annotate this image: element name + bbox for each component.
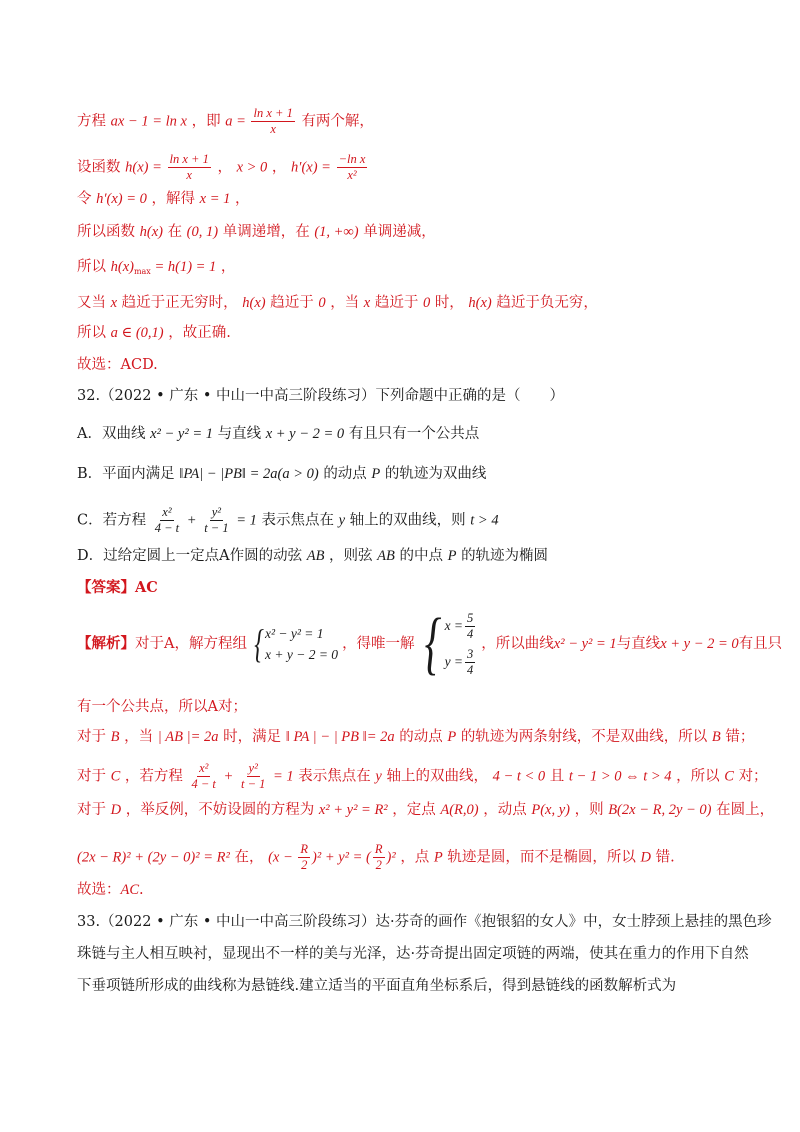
q32-explanation-a-cont: 有一个公共点，所以A对； (77, 699, 247, 715)
fraction: $\frac{\text{y²}}{t - 1}$ (204, 505, 229, 535)
solution-system: { x = $\frac{5}{4}$ y = $\frac{3}{4}$ (424, 605, 474, 682)
sol31-line-4: 所以函数 h(x) 在 (0, 1) 单调递增，在 (1, +∞) 单调递减， (77, 224, 436, 240)
left-brace: { (424, 605, 441, 682)
q32-option-b: B．平面内满足 ‖PA| − |PB‖ = 2a(a > 0) 的动点 P 的轨迹为双曲线 (77, 466, 487, 482)
q32-stem: 32.（2022 • 广东 • 中山一中高三阶段练习）下列命题中正确的是（ ） (77, 388, 565, 404)
q32-answer: 【答案】AC (77, 579, 158, 596)
q32-explanation-a: 【解析】 对于A，解方程组 { x² − y² = 1 x + y − 2 = 0 ，得唯一解 { x = $\frac{5}{4}$ y = $\frac{3}{4}$ ，所以曲线 x² − y² = 1 与直线 x + y − 2 = 0 有且只 (77, 605, 783, 682)
q32-option-c: C．若方程 $\frac{\text{x²}}{4 - t}$ + $\frac{\text{y²}}{t - 1}$ = 1 表示焦点在 y 轴上的双曲线，则 t > 4 (77, 505, 499, 535)
fraction: $\frac{R}{2}$ (300, 842, 309, 872)
fraction: $\frac{\text{x²}}{4 - t}$ (154, 505, 180, 535)
sol31-line-6: 又当 x 趋近于正无穷时， h(x) 趋近于 0 ，当 x 趋近于 0 时， h(x) 趋近于负无穷， (77, 295, 598, 311)
fraction: $\frac{\text{x²}}{4 - t}$ (191, 761, 216, 791)
left-brace: { (254, 621, 264, 666)
q32-final-answer: 故选：AC. (77, 882, 144, 898)
q32-option-a: A．双曲线 x² − y² = 1 与直线 x + y − 2 = 0 有且只有一个公共点 (77, 426, 480, 442)
fraction: $\frac{\text{ln x + 1}}{x}$ (169, 152, 209, 182)
sol31-line-2: 设函数 h(x) = $\frac{\text{ln x + 1}}{x}$ ， x > 0 ， h′(x) = $\frac{\text{−ln x}}{\text{x²}}$ (77, 152, 366, 182)
q32-explanation-b: 对于 B ，当 | AB |= 2a 时，满足 ‖ PA | − | PB ‖= 2a 的动点 P 的轨迹为两条射线，不是双曲线，所以 B 错； (77, 729, 755, 745)
q32-explanation-d: 对于 D ，举反例，不妨设圆的方程为 x² + y² = R² ，定点 A(R,0) ，动点 P(x, y) ，则 B(2x − R, 2y − 0) 在圆上， (77, 802, 775, 818)
equation-system: { x² − y² = 1 x + y − 2 = 0 (254, 621, 339, 666)
fraction: $\frac{\text{y²}}{t - 1}$ (240, 761, 266, 791)
q32-option-d: D．过给定圆上一定点A作圆的动弦 AB ，则弦 AB 的中点 P 的轨迹为椭圆 (77, 548, 549, 564)
sol31-line-7: 所以 a ∈ (0,1) ，故正确. (77, 325, 231, 341)
fraction: $\frac{R}{2}$ (374, 842, 383, 872)
sol31-line-3: 令 h′(x) = 0 ，解得 x = 1 ， (77, 191, 250, 207)
q33-line-1: 33.（2022 • 广东 • 中山一中高三阶段练习）达·芬奇的画作《抱银貂的女人》中，女士脖颈上悬挂的黑色珍 (77, 914, 772, 930)
fraction: $\frac{5}{4}$ (467, 610, 474, 641)
q33-line-3: 下垂项链所形成的曲线称为悬链线.建立适当的平面直角坐标系后，得到悬链线的函数解析式为 (77, 978, 677, 994)
q32-explanation-d-cont: (2x − R)² + (2y − 0)² = R² 在， (x − $\frac{R}{2}$ )² + y² = ( $\frac{R}{2}$ )² ，点 P 轨迹是圆，而不是椭圆，所以 D 错. (77, 842, 675, 872)
sol31-line-5: 所以 $h(x)_{max} = h(1) = 1$ ， (77, 259, 236, 276)
q32-explanation-c: 对于 C ，若方程 $\frac{\text{x²}}{4 - t}$ + $\frac{\text{y²}}{t - 1}$ = 1 表示焦点在 y 轴上的双曲线， 4 − t < 0 且 t − 1 > 0 ⇔ t > 4 ，所以 C 对； (77, 761, 768, 791)
sol31-final-answer: 故选：ACD. (77, 357, 158, 373)
fraction: $\frac{\text{−ln x}}{\text{x²}}$ (338, 152, 366, 182)
fraction: $\frac{\text{ln x + 1}}{x}$ (253, 106, 293, 136)
sol31-line-1: 方程 ax − 1 = ln x ，即 a = $\frac{\text{ln x + 1}}{x}$ 有两个解， (77, 106, 374, 136)
fraction: $\frac{3}{4}$ (467, 646, 474, 677)
q33-line-2: 珠链与主人相互映衬，显现出不一样的美与光泽，达·芬奇提出固定项链的两端，使其在重力的作用下自然 (77, 946, 749, 962)
